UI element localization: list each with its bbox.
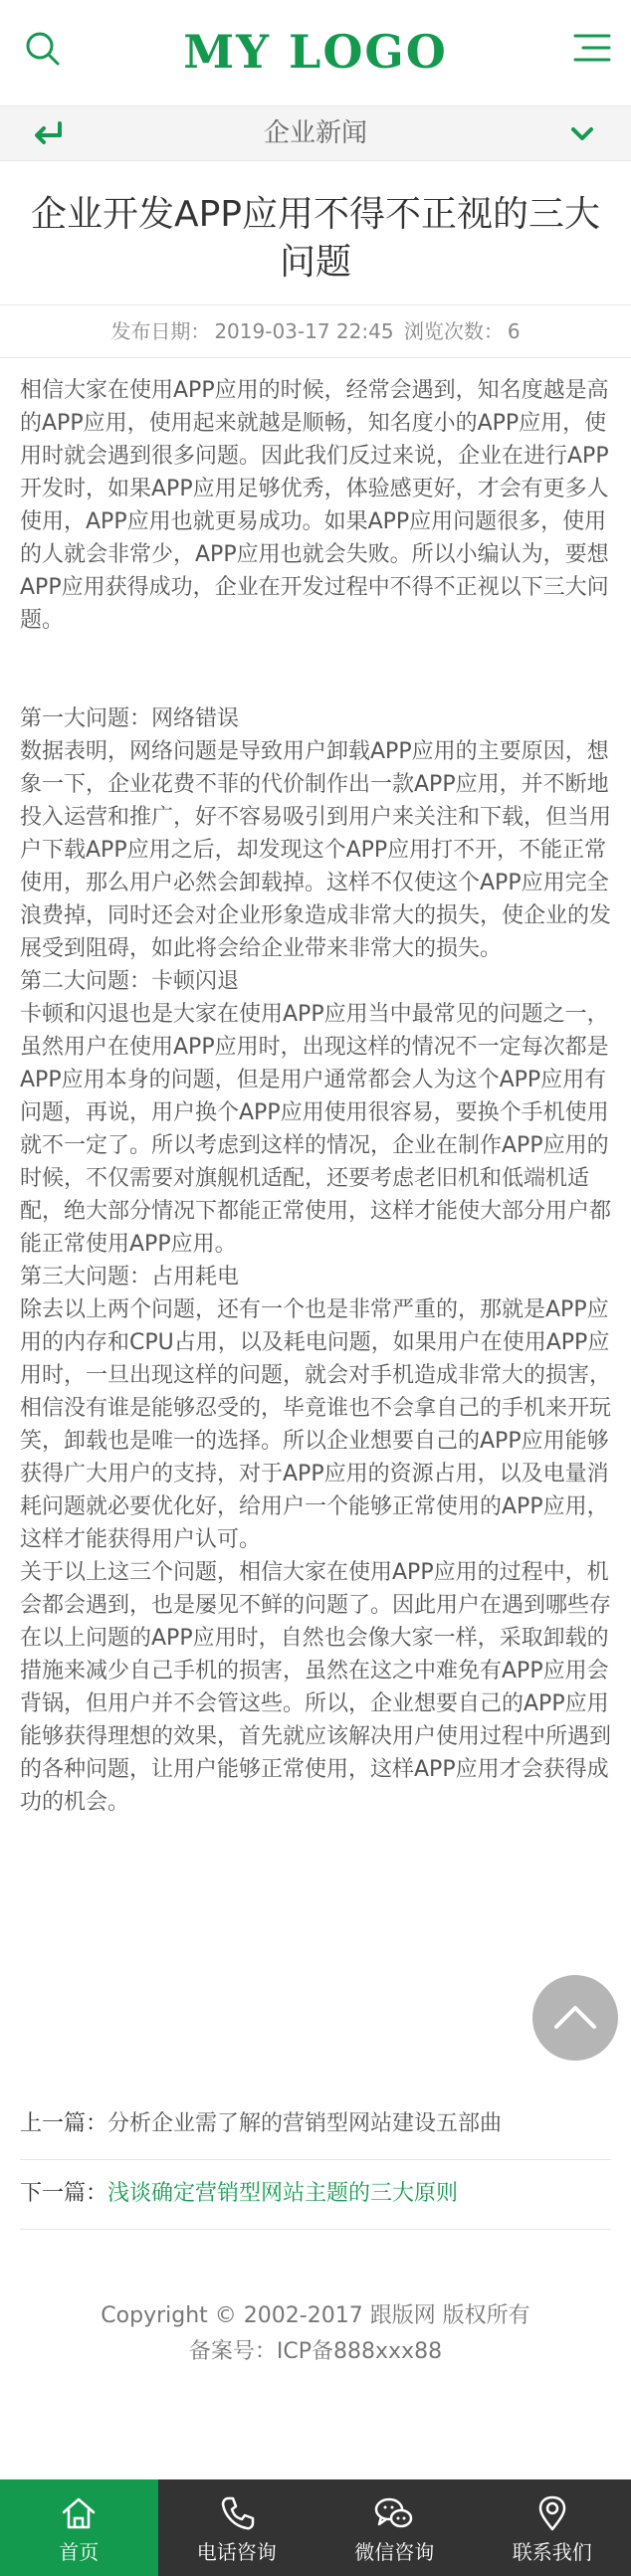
menu-icon[interactable] — [569, 28, 613, 68]
nav-wechat-label: 微信咨询 — [354, 2540, 435, 2564]
category-bar — [0, 105, 631, 161]
chevron-down-icon[interactable] — [569, 122, 595, 144]
nav-phone-label: 电话咨询 — [196, 2540, 277, 2564]
date-label: 发布日期： — [110, 319, 211, 343]
chevron-up-icon — [550, 1997, 600, 2037]
prev-article — [20, 2109, 611, 2160]
views-label: 浏览次数： — [403, 319, 504, 343]
home-icon — [0, 2493, 158, 2533]
bottom-nav — [0, 2479, 631, 2576]
site-footer — [0, 2298, 631, 2370]
prev-article-link[interactable]: 分析企业需了解的营销型网站建设五部曲 — [107, 2111, 503, 2136]
intro-paragraph: 相信大家在使用APP应用的时候，经常会遇到，知名度越是高的APP应用，使用起来就越是顺畅，知名度小的APP应用，使用时就会遇到很多问题。因此我们反过来说，企业在进行APP开发时，如果APP应用足够优秀，体验感更好，才会有更多人使用，APP应用也就更易成功。如果APP应用问题很多，使用的人就会非常少，APP应用也就会失败。所以小编认为，要想APP应用获得成功，企业在开发过程中不得不正视以下三大问题。 — [20, 378, 609, 633]
article-body — [20, 374, 615, 1819]
nav-wechat[interactable] — [316, 2479, 474, 2576]
nav-home-label: 首页 — [59, 2540, 100, 2564]
nav-phone[interactable] — [158, 2479, 316, 2576]
next-label: 下一篇： — [20, 2181, 108, 2206]
conclusion-paragraph: 关于以上这三个问题，相信大家在使用APP应用的过程中，机会都会遇到，也是屡见不鲜的问题了。因此用户在遇到哪些存在以上问题的APP应用时，自然也会像大家一样，采取卸载的措施来减少自己手机的损害，虽然在这之中难免有APP应用会背锅，但用户并不会管这些。所以，企业想要自己的APP应用能够获得理想的效果，首先就应该解决用户使用过程中所遇到的各种问题，让用户能够正常使用，这样APP应用才会获得成功的机会。 — [20, 1560, 612, 1815]
nav-home[interactable] — [0, 2479, 158, 2576]
section-heading: 第二大问题：卡顿闪退 — [20, 969, 240, 994]
publish-date: 2019-03-17 22:45 — [214, 319, 394, 343]
body-paragraph: 除去以上两个问题，还有一个也是非常严重的，那就是APP应用的内存和CPU占用，以及耗电问题，如果用户在使用APP应用时，一旦出现这样的问题，就会对手机造成非常大的损害，相信没有谁是能够忍受的，毕竟谁也不会拿自己的手机来开玩笑，卸载也是唯一的选择。所以企业想要自己的APP应用能够获得广大用户的支持，对于APP应用的资源占用，以及电量消耗问题就必要优化好，给用户一个能够正常使用的APP应用，这样才能获得用户认可。 — [20, 1297, 612, 1552]
copyright-text: Copyright © 2002-2017 跟版网 版权所有 — [101, 2303, 530, 2328]
prev-label: 上一篇： — [20, 2111, 108, 2136]
section-heading: 第三大问题：占用耗电 — [20, 1265, 240, 1289]
article-title: 企业开发APP应用不得不正视的三大问题 — [30, 194, 601, 283]
article-meta — [0, 304, 631, 358]
next-article-link[interactable]: 浅谈确定营销型网站主题的三大原则 — [107, 2181, 459, 2206]
section-heading: 第一大问题：网络错误 — [20, 706, 240, 731]
chat-icon — [316, 2493, 474, 2533]
body-paragraph: 卡顿和闪退也是大家在使用APP应用当中最常见的问题之一，虽然用户在使用APP应用时，出现这样的情况不一定每次都是APP应用本身的问题，但是用户通常都会人为这个APP应用有问题，再说，用户换个APP应用使用很容易，要换个手机使用就不一定了。所以考虑到这样的情况，企业在制作APP应用的时候，不仅需要对旗舰机适配，还要考虑老旧机和低端机适配，绝大部分情况下都能正常使用，这样才能使大部分用户都能正常使用APP应用。 — [20, 1002, 612, 1257]
phone-icon — [158, 2493, 316, 2533]
back-to-top-button[interactable] — [532, 1975, 618, 2061]
body-paragraph: 数据表明，网络问题是导致用户卸载APP应用的主要原因，想象一下，企业花费不菲的代价制作出一款APP应用，并不断地投入运营和推广，好不容易吸引到用户来关注和下载，但当用户下载APP应用之后，却发现这个APP应用打不开，不能正常使用，那么用户必然会卸载掉。这样不仅使这个APP应用完全浪费掉，同时还会对企业形象造成非常大的损失，使企业的发展受到阻碍，如此将会给企业带来非常大的损失。 — [20, 739, 612, 961]
site-logo[interactable]: MY LOGO — [183, 25, 448, 79]
site-header — [0, 0, 631, 105]
view-count: 6 — [507, 319, 521, 343]
location-pin-icon — [474, 2493, 631, 2533]
nav-contact[interactable] — [474, 2479, 631, 2576]
nav-contact-label: 联系我们 — [512, 2540, 592, 2564]
next-article — [20, 2179, 611, 2230]
icp-text: 备案号：ICP备888xxx88 — [188, 2339, 443, 2364]
category-title: 企业新闻 — [263, 118, 367, 148]
